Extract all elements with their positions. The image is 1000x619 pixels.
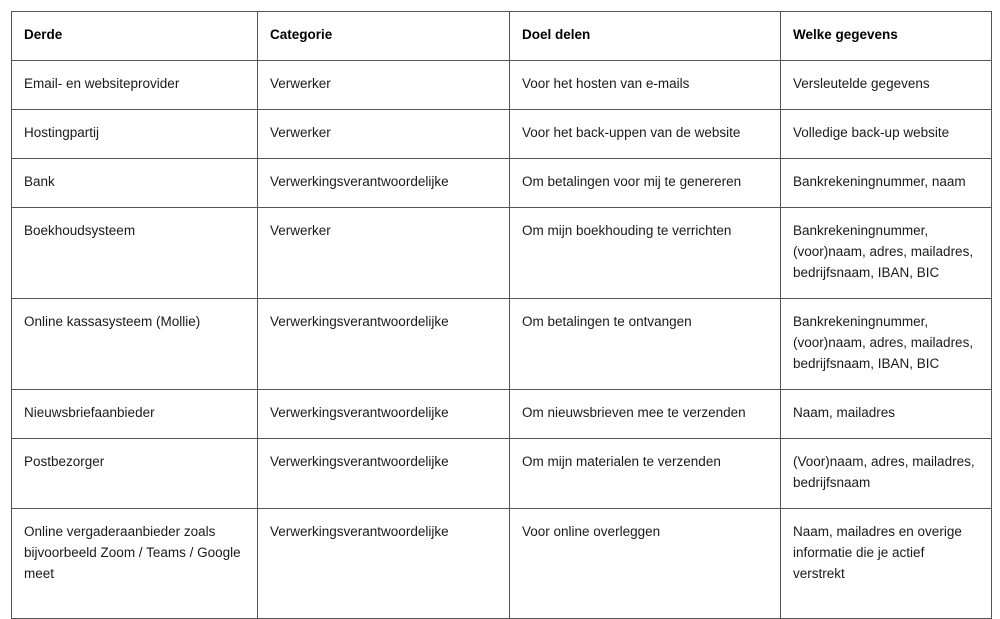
header-categorie: Categorie [258,12,510,61]
cell-derde: Online vergaderaanbieder zoals bijvoorbeeld Zoom / Teams / Google meet [12,509,258,619]
cell-doel: Om mijn materialen te verzenden [510,439,781,509]
cell-categorie: Verwerker [258,61,510,110]
cell-derde: Bank [12,159,258,208]
cell-derde: Postbezorger [12,439,258,509]
cell-categorie: Verwerker [258,208,510,299]
cell-doel: Om betalingen voor mij te genereren [510,159,781,208]
cell-derde: Hostingpartij [12,110,258,159]
cell-doel: Voor online overleggen [510,509,781,619]
cell-categorie: Verwerkingsverantwoordelijke [258,390,510,439]
cell-derde: Boekhoudsysteem [12,208,258,299]
cell-derde: Nieuwsbriefaanbieder [12,390,258,439]
cell-gegevens: Naam, mailadres [781,390,992,439]
cell-derde: Email- en websiteprovider [12,61,258,110]
table-row [12,159,992,208]
cell-gegevens: Naam, mailadres en overige informatie die je actief verstrekt [781,509,992,619]
table-row [12,61,992,110]
cell-derde: Online kassasysteem (Mollie) [12,299,258,390]
cell-doel: Om mijn boekhouding te verrichten [510,208,781,299]
table-row [12,208,992,299]
header-welke-gegevens: Welke gegevens [781,12,992,61]
cell-doel: Om nieuwsbrieven mee te verzenden [510,390,781,439]
cell-gegevens: (Voor)naam, adres, mailadres, bedrijfsnaam [781,439,992,509]
cell-doel: Om betalingen te ontvangen [510,299,781,390]
cell-categorie: Verwerkingsverantwoordelijke [258,439,510,509]
table-header-row [12,12,992,61]
table-row [12,110,992,159]
table-row [12,509,992,619]
cell-gegevens: Bankrekeningnummer, (voor)naam, adres, mailadres, bedrijfsnaam, IBAN, BIC [781,208,992,299]
data-sharing-table [11,11,992,619]
cell-gegevens: Bankrekeningnummer, (voor)naam, adres, mailadres, bedrijfsnaam, IBAN, BIC [781,299,992,390]
cell-gegevens: Bankrekeningnummer, naam [781,159,992,208]
header-derde: Derde [12,12,258,61]
table-row [12,299,992,390]
cell-gegevens: Volledige back-up website [781,110,992,159]
cell-gegevens: Versleutelde gegevens [781,61,992,110]
table-row [12,390,992,439]
cell-doel: Voor het hosten van e-mails [510,61,781,110]
header-doel-delen: Doel delen [510,12,781,61]
cell-categorie: Verwerker [258,110,510,159]
cell-categorie: Verwerkingsverantwoordelijke [258,299,510,390]
table-row [12,439,992,509]
cell-categorie: Verwerkingsverantwoordelijke [258,509,510,619]
cell-categorie: Verwerkingsverantwoordelijke [258,159,510,208]
cell-doel: Voor het back-uppen van de website [510,110,781,159]
